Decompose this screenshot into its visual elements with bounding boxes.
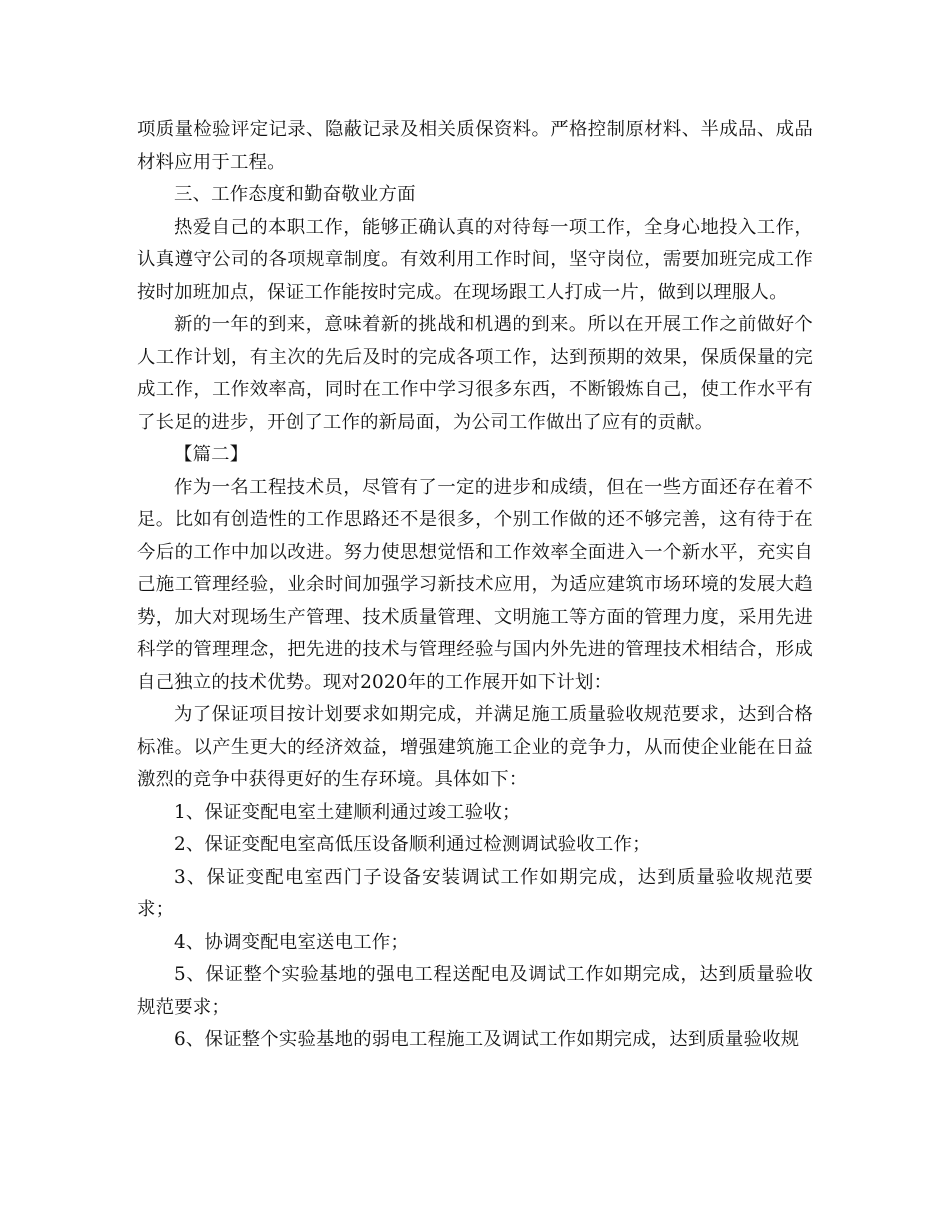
paragraph-love-work: 热爱自己的本职工作，能够正确认真的对待每一项工作，全身心地投入工作，认真遵守公司的各项规章制度。有效利用工作时间，坚守岗位，需要加班完成工作按时加班加点，保证工作能按时完成。在现场跟工人打成一片，做到以理服人。: [137, 216, 813, 303]
paragraph-new-year: 新的一年的到来，意味着新的挑战和机遇的到来。所以在开展工作之前做好个人工作计划，有主次的先后及时的完成各项工作，达到预期的效果，保质保量的完成工作，工作效率高，同时在工作中学习很多东西，不断锻炼自己，使工作水平有了长足的进步，开创了工作的新局面，为公司工作做出了应有的贡献。: [137, 314, 813, 433]
paragraph-quality-records: 项质量检验评定记录、隐蔽记录及相关质保资料。严格控制原材料、半成品、成品材料应用于工程。: [137, 119, 813, 173]
list-item: 6、保证整个实验基地的弱电工程施工及调试工作如期完成，达到质量验收规: [174, 1029, 800, 1050]
list-item: 5、保证整个实验基地的强电工程送配电及调试工作如期完成，达到质量验收规范要求；: [137, 964, 813, 1018]
paragraph-technician: 作为一名工程技术员，尽管有了一定的进步和成绩，但在一些方面还存在着不足。比如有创造性的工作思路还不是很多，个别工作做的还不够完善，这有待于在今后的工作中加以改进。努力使思想觉悟和工作效率全面进入一个新水平，充实自己施工管理经验，业余时间加强学习新技术应用，为适应建筑市场环境的发展大趋势，加大对现场生产管理、技术质量管理、文明施工等方面的管理力度，采用先进科学的管理理念，把先进的技术与管理经验与国内外先进的管理技术相结合，形成自己独立的技术优势。现对2020年的工作展开如下计划：: [137, 476, 813, 693]
list-item: 4、协调变配电室送电工作；: [174, 931, 409, 953]
paragraph-project-goal: 为了保证项目按计划要求如期完成，并满足施工质量验收规范要求，达到合格标准。以产生更大的经济效益，增强建筑施工企业的竞争力，从而使企业能在日益激烈的竞争中获得更好的生存环境。具体如下：: [137, 704, 813, 790]
section-heading-part-two: 【篇二】: [174, 444, 249, 465]
document-body: [137, 114, 813, 1057]
section-heading-work-attitude: 三、工作态度和勤奋敬业方面: [174, 184, 416, 205]
list-item: 2、保证变配电室高低压设备顺利通过检测调试验收工作；: [174, 834, 651, 855]
list-item: 1、保证变配电室土建顺利通过竣工验收；: [174, 801, 521, 823]
list-item: 3、保证变配电室西门子设备安装调试工作如期完成，达到质量验收规范要求；: [137, 866, 813, 920]
